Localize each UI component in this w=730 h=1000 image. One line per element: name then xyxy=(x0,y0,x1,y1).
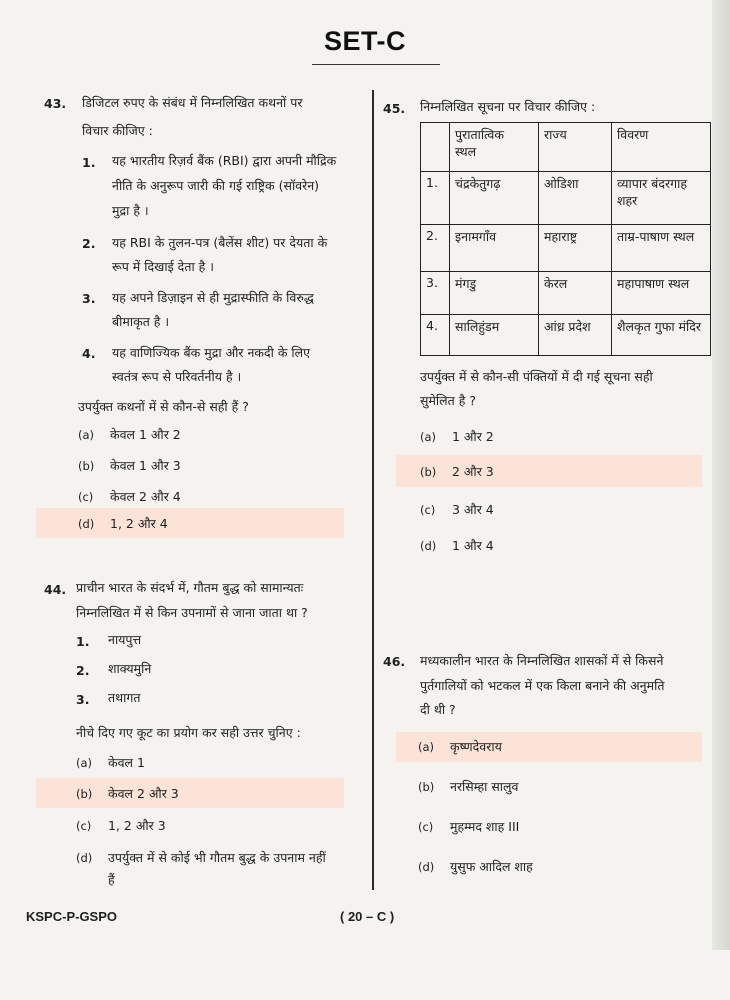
header-site-line-1: पुरातात्विक xyxy=(455,127,504,142)
option-text: उपर्युक्त में से कोई भी गौतम बुद्ध के उपनाम नहीं xyxy=(108,850,326,865)
table-header-cell xyxy=(421,123,450,172)
cell-line: शहर xyxy=(617,193,638,208)
option-d[interactable] xyxy=(76,847,326,869)
table-cell: ओडिशा xyxy=(539,172,612,225)
option-letter: (d) xyxy=(420,539,437,553)
table-cell: 4. xyxy=(421,315,450,356)
statement-3-line-1: यह अपने डिज़ाइन से ही मुद्रास्फीति के विरुद्ध xyxy=(112,290,314,305)
item-number: 1. xyxy=(76,634,90,649)
option-a[interactable] xyxy=(76,752,145,774)
question-text-line-1: डिजिटल रुपए के संबंध में निम्नलिखित कथनों पर xyxy=(82,95,303,110)
option-letter: (b) xyxy=(76,787,93,801)
option-letter: (b) xyxy=(418,780,435,794)
table-cell: केरल xyxy=(539,272,612,315)
option-letter: (b) xyxy=(420,465,437,479)
table-cell: इनामगाँव xyxy=(450,225,539,272)
option-b[interactable] xyxy=(78,455,181,477)
statement-number: 4. xyxy=(82,346,96,361)
table-cell: सालिहुंडम xyxy=(450,315,539,356)
question-number: 44. xyxy=(44,582,67,597)
archaeological-sites-table xyxy=(420,122,711,356)
question-text-line-2: पुर्तगालियों को भटकल में एक किला बनाने की अनुमति xyxy=(420,678,665,693)
cell-line: व्यापार बंदरगाह xyxy=(617,176,687,191)
item-text: नायपुत्त xyxy=(108,632,142,647)
option-c[interactable] xyxy=(78,486,181,508)
question-prompt-line-1: उपर्युक्त में से कौन-सी पंक्तियों में दी गई सूचना सही xyxy=(420,369,653,384)
option-text: कृष्णदेवराय xyxy=(450,739,502,754)
option-letter: (a) xyxy=(76,756,93,770)
option-letter: (d) xyxy=(78,517,95,531)
option-letter: (c) xyxy=(418,820,434,834)
option-c[interactable] xyxy=(76,815,166,837)
question-prompt: नीचे दिए गए कूट का प्रयोग कर सही उत्तर चुनिए : xyxy=(76,725,301,740)
page-number: ( 20 – C ) xyxy=(340,909,395,924)
statement-2-line-2: रूप में दिखाई देता है । xyxy=(112,259,215,274)
statement-1-line-3: मुद्रा है । xyxy=(112,203,149,218)
option-a[interactable] xyxy=(78,424,181,446)
option-c[interactable] xyxy=(418,816,519,838)
question-text-line-2: निम्नलिखित में से किन उपनामों से जाना जाता था ? xyxy=(76,605,308,620)
question-prompt-line-2: सुमेलित है ? xyxy=(420,393,476,408)
statement-number: 3. xyxy=(82,291,96,306)
question-text-line-2: विचार कीजिए : xyxy=(82,123,153,138)
option-letter: (d) xyxy=(418,860,435,874)
statement-2-line-1: यह RBI के तुलन-पत्र (बैलेंस शीट) पर देयता के xyxy=(112,235,328,250)
option-text: मुहम्मद शाह III xyxy=(450,819,520,834)
option-d[interactable] xyxy=(420,535,494,557)
option-text: केवल 1 और 2 xyxy=(110,427,181,442)
table-header-row xyxy=(421,123,711,172)
table-cell: आंध्र प्रदेश xyxy=(539,315,612,356)
item-number: 2. xyxy=(76,663,90,678)
table-cell: ताम्र-पाषाण स्थल xyxy=(612,225,711,272)
table-cell: 1. xyxy=(421,172,450,225)
item-number: 3. xyxy=(76,692,90,707)
option-text: 1, 2 और 4 xyxy=(110,516,168,531)
option-a[interactable] xyxy=(418,736,502,758)
option-text: 3 और 4 xyxy=(452,502,494,517)
table-cell xyxy=(612,172,711,225)
table-cell: महापाषाण स्थल xyxy=(612,272,711,315)
table-header-cell: राज्य xyxy=(539,123,612,172)
option-c[interactable] xyxy=(420,499,494,521)
option-text: युसुफ आदिल शाह xyxy=(450,859,533,874)
table-row xyxy=(421,315,711,356)
table-header-cell xyxy=(450,123,539,172)
table-cell: महाराष्ट्र xyxy=(539,225,612,272)
option-text: केवल 1 और 3 xyxy=(110,458,181,473)
question-text-line-1: मध्यकालीन भारत के निम्नलिखित शासकों में से किसने xyxy=(420,653,664,668)
statement-number: 2. xyxy=(82,236,96,251)
option-text: 1, 2 और 3 xyxy=(108,818,166,833)
table-header-cell: विवरण xyxy=(612,123,711,172)
statement-number: 1. xyxy=(82,155,96,170)
option-text: 1 और 4 xyxy=(452,538,494,553)
item-text: शाक्यमुनि xyxy=(108,661,152,676)
question-text-line-3: दी थी ? xyxy=(420,702,456,717)
statement-1-line-2: नीति के अनुरूप जारी की गई राष्ट्रिक (सॉवरेन) xyxy=(112,178,320,193)
table-cell: 2. xyxy=(421,225,450,272)
option-b[interactable] xyxy=(420,461,494,483)
option-text: केवल 2 और 4 xyxy=(110,489,181,504)
question-number: 43. xyxy=(44,96,67,111)
header-site-line-2: स्थल xyxy=(455,144,477,159)
page-edge xyxy=(712,0,730,950)
option-letter: (c) xyxy=(76,819,92,833)
statement-1-line-1: यह भारतीय रिज़र्व बैंक (RBI) द्वारा अपनी मौद्रिक xyxy=(112,153,337,168)
column-divider xyxy=(372,90,374,890)
option-b[interactable] xyxy=(76,783,179,805)
question-text-line-1: प्राचीन भारत के संदर्भ में, गौतम बुद्ध को सामान्यतः xyxy=(76,580,304,595)
option-letter: (d) xyxy=(76,851,93,865)
question-number: 46. xyxy=(383,654,406,669)
table-cell: मंगडु xyxy=(450,272,539,315)
table-cell: 3. xyxy=(421,272,450,315)
option-letter: (c) xyxy=(420,503,436,517)
option-b[interactable] xyxy=(418,776,518,798)
statement-4-line-1: यह वाणिज्यिक बैंक मुद्रा और नकदी के लिए xyxy=(112,345,311,360)
question-text-line-1: निम्नलिखित सूचना पर विचार कीजिए : xyxy=(420,99,596,114)
option-text: केवल 1 xyxy=(108,755,145,770)
option-letter: (c) xyxy=(78,490,94,504)
question-prompt: उपर्युक्त कथनों में से कौन-से सही हैं ? xyxy=(78,399,249,414)
table-cell: शैलकृत गुफा मंदिर xyxy=(612,315,711,356)
option-text: नरसिम्हा सालुव xyxy=(450,779,519,794)
statement-4-line-2: स्वतंत्र रूप से परिवर्तनीय है । xyxy=(112,369,242,384)
option-letter: (a) xyxy=(418,740,435,754)
option-letter: (b) xyxy=(78,459,95,473)
table-row xyxy=(421,225,711,272)
table-row xyxy=(421,272,711,315)
item-text: तथागत xyxy=(108,690,141,705)
option-a[interactable] xyxy=(420,426,494,448)
option-d[interactable] xyxy=(78,513,168,535)
option-letter: (a) xyxy=(420,430,437,444)
option-text: 1 और 2 xyxy=(452,429,494,444)
option-text: 2 और 3 xyxy=(452,464,494,479)
table-row xyxy=(421,172,711,225)
option-d-text-line-2: हैं xyxy=(108,872,115,887)
paper-code: KSPC-P-GSPO xyxy=(26,909,118,924)
question-number: 45. xyxy=(383,101,406,116)
set-title: SET-C xyxy=(323,26,406,56)
title-underline xyxy=(312,64,440,65)
option-letter: (a) xyxy=(78,428,95,442)
table-cell: चंद्रकेतुगढ़ xyxy=(450,172,539,225)
option-text: केवल 2 और 3 xyxy=(108,786,179,801)
statement-3-line-2: बीमाकृत है । xyxy=(112,314,170,329)
option-d[interactable] xyxy=(418,856,533,878)
